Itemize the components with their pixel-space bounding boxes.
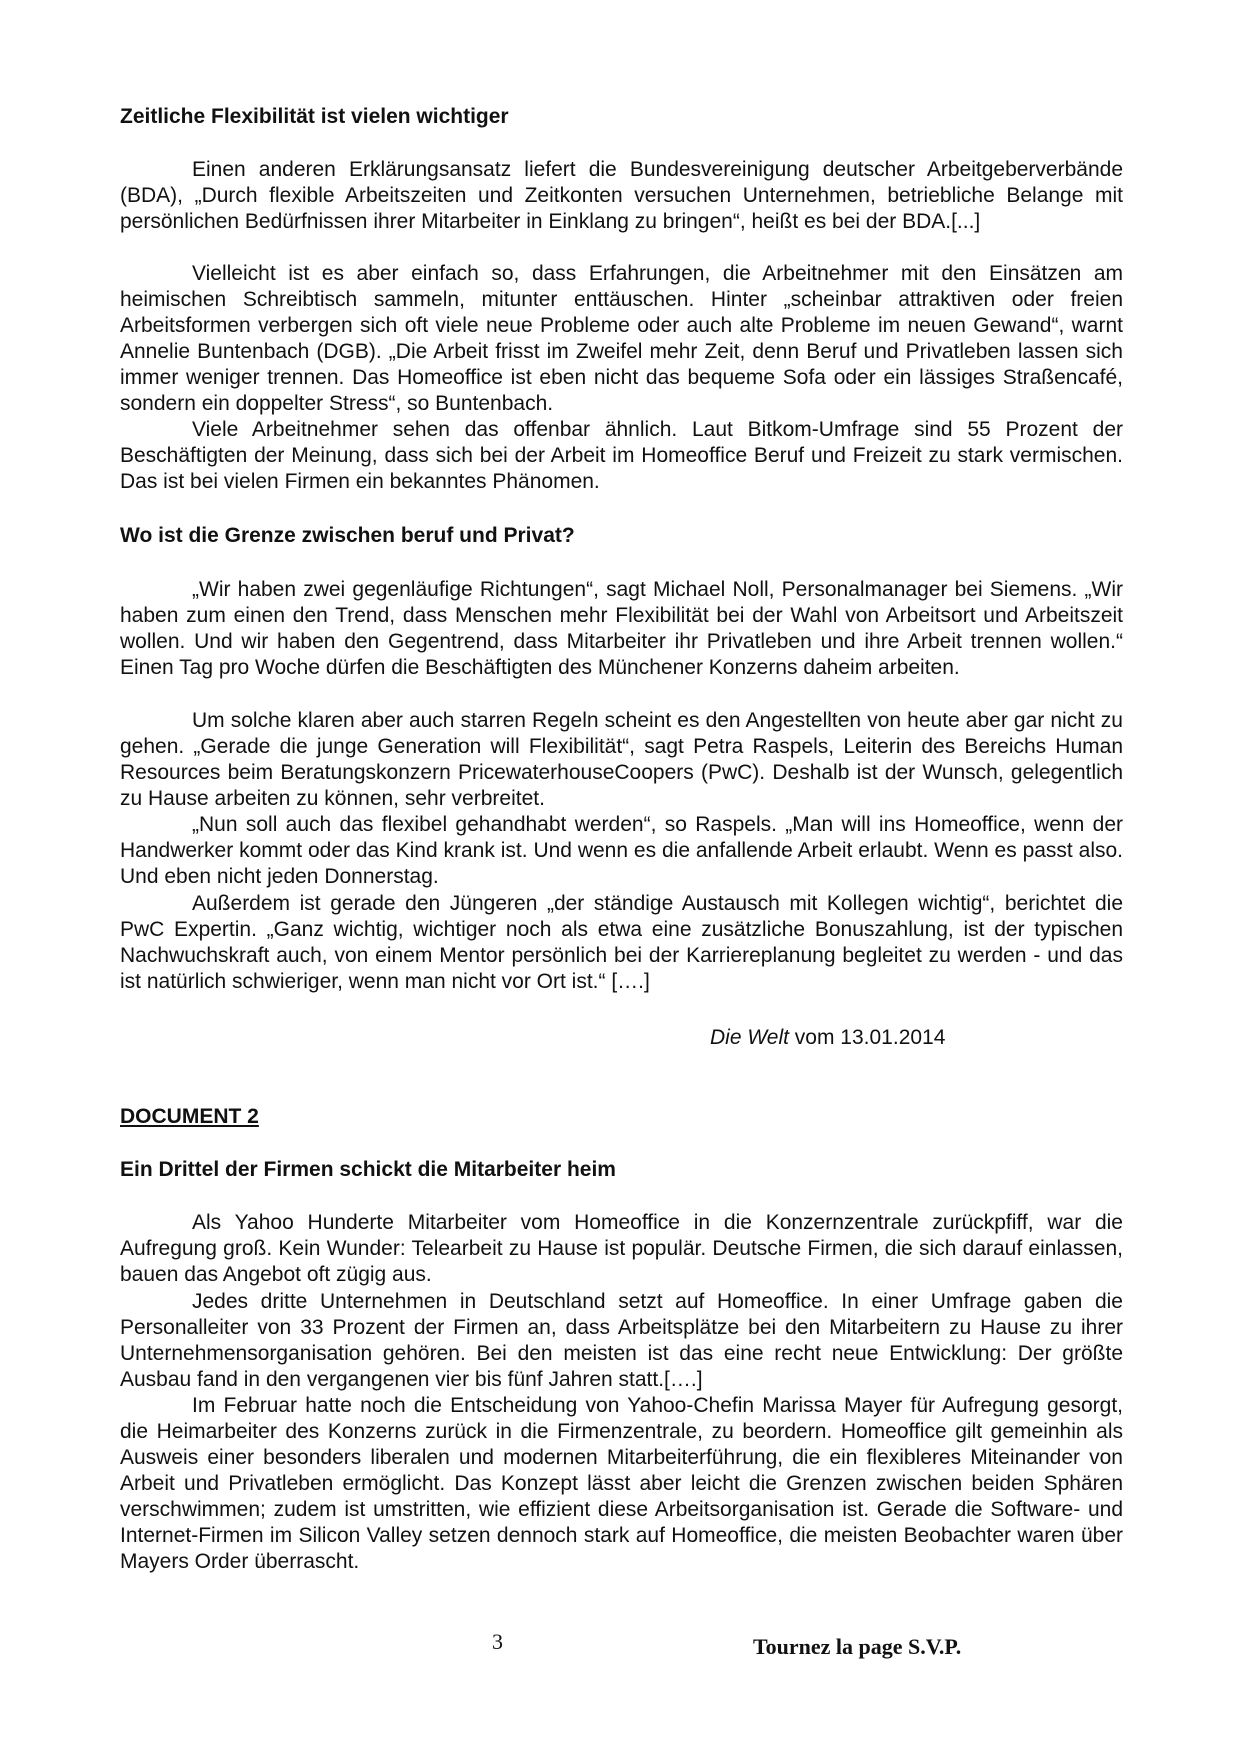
paragraph-buntenbach: Vielleicht ist es aber einfach so, dass Erfahrungen, die Arbeitnehmer mit den Einsätzen am heimischen Schreibtisch sammeln, mitunter enttäuschen. Hinter „scheinbar attraktiven oder freien Arbeitsformen verbergen sich oft viele neue Probleme oder auch alte Probleme im neuen Gewand“, warnt Annelie Buntenbach (DGB). „Die Arbeit frisst im Zweifel mehr Zeit, denn Beruf und Privatleben lassen sich immer weniger trennen. Das Homeoffice ist eben nicht das bequeme Sofa oder ein lässiges Straßencafé, sondern ein doppelter Stress“, so Buntenbach. — [120, 262, 1123, 415]
paragraph-mayer: Im Februar hatte noch die Entscheidung von Yahoo-Chefin Marissa Mayer für Aufregung gesorgt, die Heimarbeiter des Konzerns zurück in die Firmenzentrale, zu beordern. Homeoffice gilt gemeinhin als Ausweis einer besonders liberalen und modernen Mitarbeiterführung, die ein flexibleres Miteinander von Arbeit und Privatleben ermöglicht. Das Konzept lässt aber leicht die Grenzen zwischen beiden Sphären verschwimmen; zudem ist umstritten, wie effizient diese Arbeitsorganisation ist. Gerade die Software- und Internet-Firmen im Silicon Valley setzen dennoch stark auf Homeoffice, die meisten Beobachter waren über Mayers Order überrascht. — [120, 1394, 1123, 1573]
paragraph-mentor: Außerdem ist gerade den Jüngeren „der ständige Austausch mit Kollegen wichtig“, berichtet die PwC Expertin. „Ganz wichtig, wichtiger noch als etwa eine zusätzliche Bonuszahlung, ist der typischen Nachwuchskraft auch, von einem Mentor persönlich bei der Karriereplanung begleitet zu werden - und das ist natürlich schwieriger, wenn man nicht vor Ort ist.“ [….] — [120, 892, 1123, 993]
section-heading-boundary: Wo ist die Grenze zwischen beruf und Privat? — [120, 524, 575, 547]
document-2-label: DOCUMENT 2 — [120, 1105, 259, 1128]
turn-page-note: Tournez la page S.V.P. — [753, 1634, 962, 1659]
paragraph-siemens: „Wir haben zwei gegenläufige Richtungen“, sagt Michael Noll, Personalmanager bei Siemens. „Wir haben zum einen den Trend, dass Menschen mehr Flexibilität bei der Wahl von Arbeitsort und Arbeitszeit wollen. Und wir haben den Gegentrend, dass Mitarbeiter ihr Privatleben und ihre Arbeit trennen wollen.“ Einen Tag pro Woche dürfen die Beschäftigten des Münchener Konzerns daheim arbeiten. — [120, 578, 1123, 679]
paragraph-yahoo: Als Yahoo Hunderte Mitarbeiter vom Homeoffice in die Konzernzentrale zurückpfiff, war die Aufregung groß. Kein Wunder: Telearbeit zu Hause ist populär. Deutsche Firmen, die sich darauf einlassen, bauen das Angebot oft zügig aus. — [120, 1211, 1123, 1286]
page-number: 3 — [492, 1629, 503, 1654]
paragraph-umfrage: Jedes dritte Unternehmen in Deutschland setzt auf Homeoffice. In einer Umfrage gaben die Personalleiter von 33 Prozent der Firmen an, dass Arbeitsplätze bei den Mitarbeitern zu Hause zu ihrer Unternehmensorganisation gehören. Bei den meisten ist das eine recht neue Entwicklung: Der größte Ausbau fand in den vergangenen vier bis fünf Jahren statt.[….] — [120, 1290, 1123, 1391]
document-page — [120, 0, 1123, 1754]
paragraph-pwc-generation: Um solche klaren aber auch starren Regeln scheint es den Angestellten von heute aber gar nicht zu gehen. „Gerade die junge Generation will Flexibilität“, sagt Petra Raspels, Leiterin des Bereichs Human Resources beim Beratungskonzern PricewaterhouseCoopers (PwC). Deshalb ist der Wunsch, gelegentlich zu Hause arbeiten zu können, sehr verbreitet. — [120, 709, 1123, 810]
article-source — [710, 1025, 945, 1051]
paragraph-bda: Einen anderen Erklärungsansatz liefert die Bundesvereinigung deutscher Arbeitgeberverbände (BDA), „Durch flexible Arbeitszeiten und Zeitkonten versuchen Unternehmen, betriebliche Belange mit persönlichen Bedürfnissen ihrer Mitarbeiter in Einklang zu bringen“, heißt es bei der BDA.[...] — [120, 158, 1123, 233]
source-date: vom 13.01.2014 — [788, 1026, 946, 1049]
paragraph-bitkom: Viele Arbeitnehmer sehen das offenbar ähnlich. Laut Bitkom-Umfrage sind 55 Prozent der Beschäftigten der Meinung, dass sich bei der Arbeit im Homeoffice Beruf und Freizeit zu stark vermischen. Das ist bei vielen Firmen ein bekanntes Phänomen. — [120, 418, 1123, 493]
source-publication: Die Welt — [710, 1026, 789, 1049]
section-heading-flexibility: Zeitliche Flexibilität ist vielen wichtiger — [120, 105, 509, 128]
section-heading-drittel: Ein Drittel der Firmen schickt die Mitarbeiter heim — [120, 1158, 616, 1181]
paragraph-raspels: „Nun soll auch das flexibel gehandhabt werden“, so Raspels. „Man will ins Homeoffice, wenn der Handwerker kommt oder das Kind krank ist. Und wenn es die anfallende Arbeit erlaubt. Wenn es passt also. Und eben nicht jeden Donnerstag. — [120, 813, 1123, 888]
